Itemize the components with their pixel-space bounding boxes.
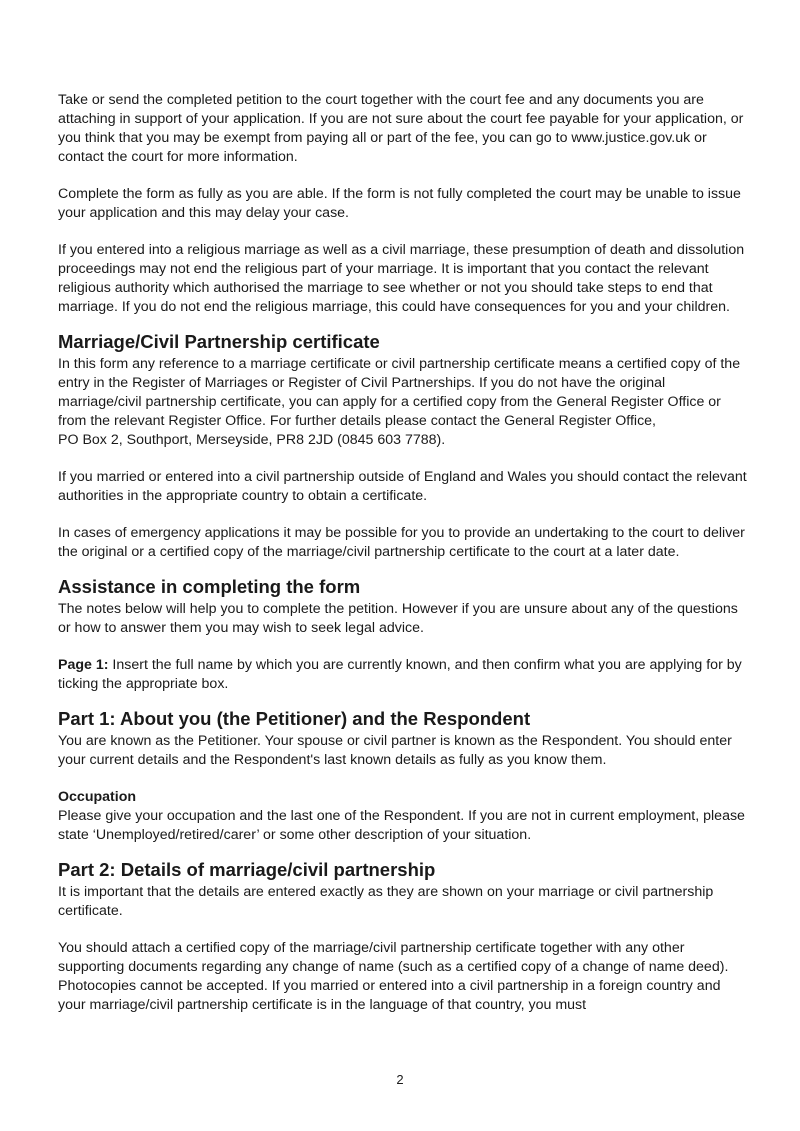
heading-part1: Part 1: About you (the Petitioner) and the Respondent [58, 708, 531, 729]
heading-assistance: Assistance in completing the form [58, 576, 361, 597]
page-number: 2 [396, 1072, 404, 1087]
certificate-address-text: PO Box 2, Southport, Merseyside, PR8 2JD (0845 603 7788). [58, 432, 446, 448]
intro-paragraph-court-fee: Take or send the completed petition to the court together with the court fee and any documents you are attaching in support of your application. If you are not sure about the court fee payable for your application, or you think that you may be exempt from paying all or part of the fee, you can go to www.justice.gov.uk or contact the court for more information. [58, 92, 744, 165]
heading-certificate: Marriage/Civil Partnership certificate [58, 331, 380, 352]
certificate-paragraph-emergency: In cases of emergency applications it may be possible for you to provide an undertaking to the court to deliver the original or a certified copy of the marriage/civil partnership certificate to the court at a later date. [58, 525, 745, 560]
document-page [58, 91, 748, 1015]
part2-paragraph-certified-copy: You should attach a certified copy of the marriage/civil partnership certificate together with any other supporting documents regarding any change of name (such as a certified copy of a change of name deed). Photocopies cannot be accepted. If you married or entered into a civil partnership in a foreign country and your marriage/civil partnership certificate is in the language of that country, you must [58, 940, 729, 1013]
certificate-paragraph-abroad: If you married or entered into a civil partnership outside of England and Wales you should contact the relevant authorities in the appropriate country to obtain a certificate. [58, 469, 747, 504]
part1-paragraph-occupation: Please give your occupation and the last one of the Respondent. If you are not in current employment, please state ‘Unemployed/retired/carer’ or some other description of your situation. [58, 808, 745, 843]
assistance-paragraph-page1 [58, 656, 748, 694]
subheading-occupation: Occupation [58, 789, 137, 805]
certificate-definition-text: In this form any reference to a marriage certificate or civil partnership certificate means a certified copy of the entry in the Register of Marriages or Register of Civil Partnerships. If you do not have the original marriage/civil partnership certificate, you can apply for a certified copy from the General Register Office or from the relevant Register Office. For further details please contact the General Register Office, [58, 356, 741, 429]
page1-text: Insert the full name by which you are currently known, and then confirm what you are applying for by ticking the appropriate box. [58, 657, 742, 692]
part1-paragraph-petitioner: You are known as the Petitioner. Your spouse or civil partner is known as the Respondent. You should enter your current details and the Respondent's last known details as fully as you know them. [58, 733, 732, 768]
certificate-paragraph-definition [58, 355, 748, 450]
intro-paragraph-complete-form: Complete the form as fully as you are able. If the form is not fully completed the court may be unable to issue your application and this may delay your case. [58, 186, 741, 221]
heading-part2: Part 2: Details of marriage/civil partnership [58, 859, 436, 880]
part2-paragraph-exact-details: It is important that the details are entered exactly as they are shown on your marriage or civil partnership certificate. [58, 884, 714, 919]
intro-paragraph-religious-marriage: If you entered into a religious marriage as well as a civil marriage, these presumption of death and dissolution proceedings may not end the religious part of your marriage. It is important that you contact the relevant religious authority which authorised the marriage to see whether or not you should take steps to end that marriage. If you do not end the religious marriage, this could have consequences for you and your children. [58, 242, 745, 315]
assistance-paragraph-notes: The notes below will help you to complete the petition. However if you are unsure about any of the questions or how to answer them you may wish to seek legal advice. [58, 601, 738, 636]
page1-label: Page 1: [58, 657, 109, 673]
